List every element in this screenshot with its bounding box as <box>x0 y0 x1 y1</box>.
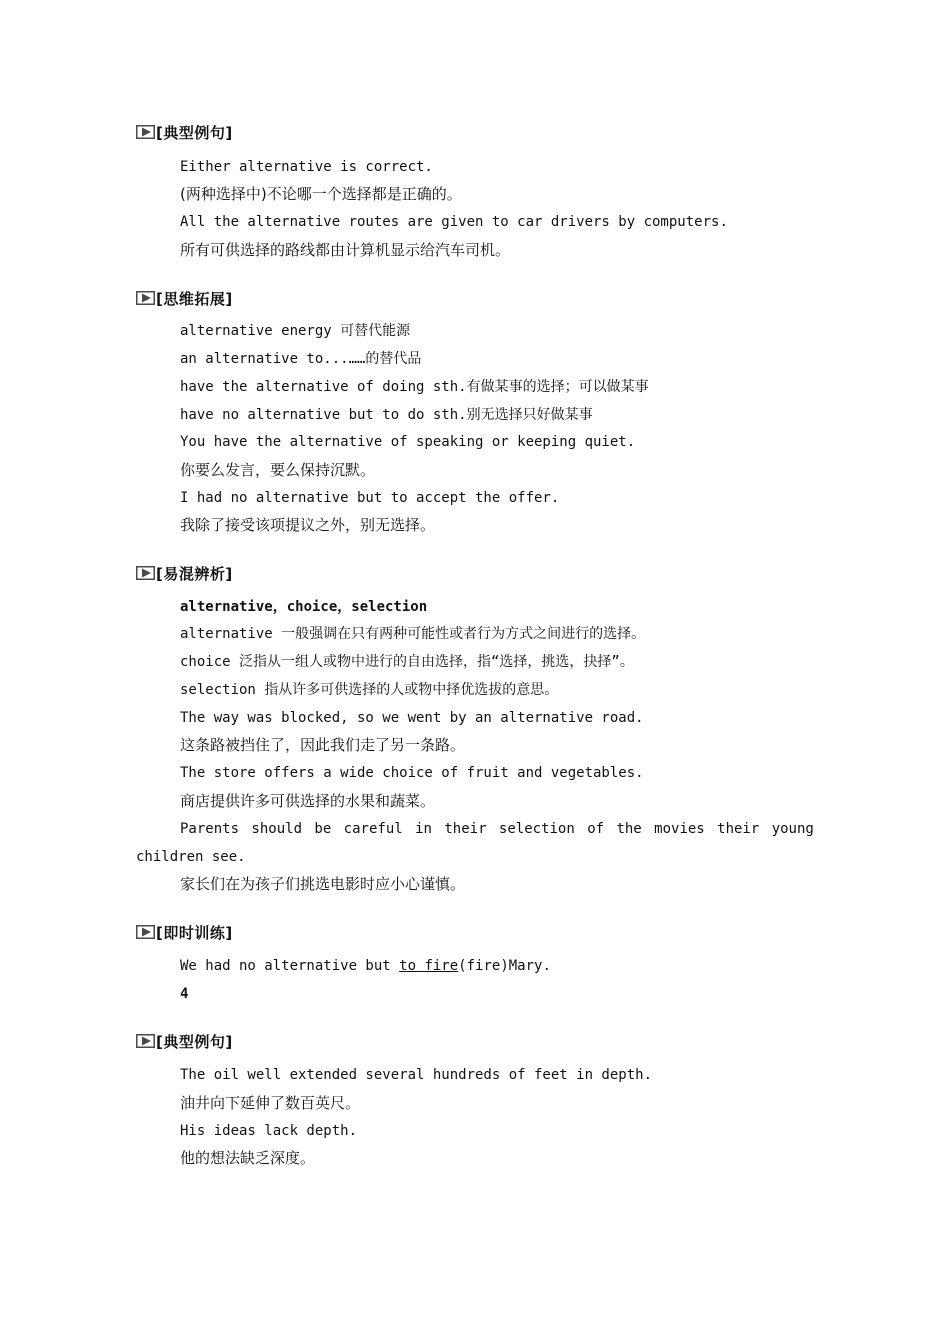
example-sentence: The way was blocked, so we went by an alternative road. <box>180 710 644 726</box>
section-heading <box>136 288 233 308</box>
exercise-sentence <box>180 956 551 976</box>
play-arrow-icon <box>136 125 155 139</box>
phrase-line: an alternative to...……的替代品 <box>180 351 422 367</box>
section-heading <box>136 1031 233 1051</box>
word: selection <box>498 821 575 837</box>
section-heading <box>136 563 233 583</box>
definition-line: alternative 一般强调在只有两种可能性或者行为方式之间进行的选择。 <box>180 626 646 642</box>
play-arrow-icon <box>136 566 155 580</box>
word: of <box>587 821 605 837</box>
example-translation: 商店提供许多可供选择的水果和蔬菜。 <box>180 792 436 810</box>
section-heading-text: [即时训练] <box>156 923 233 942</box>
section-heading-text: [典型例句] <box>156 123 233 142</box>
definition-line: choice 泛指从一组人或物中进行的自由选择，指“选择，挑选，抉择”。 <box>180 654 634 670</box>
phrase-line: alternative energy 可替代能源 <box>180 323 411 339</box>
section-heading-text: [思维拓展] <box>156 289 233 308</box>
example-sentence: His ideas lack depth. <box>180 1123 358 1139</box>
word: careful <box>343 821 403 837</box>
word: their <box>444 821 487 837</box>
word: should <box>251 821 302 837</box>
exercise-answer: to fire <box>399 958 459 974</box>
section-heading <box>136 122 233 142</box>
example-translation: 这条路被挡住了，因此我们走了另一条路。 <box>180 736 466 754</box>
example-sentence: Either alternative is correct. <box>180 159 433 175</box>
word: young <box>771 821 814 837</box>
example-sentence: You have the alternative of speaking or keeping quiet. <box>180 434 636 450</box>
example-translation: 家长们在为孩子们挑选电影时应小心谨慎。 <box>180 875 466 893</box>
section-heading-text: [典型例句] <box>156 1032 233 1051</box>
item-number: 4 <box>180 986 189 1002</box>
word: Parents <box>180 821 240 837</box>
play-arrow-icon <box>136 291 155 305</box>
play-arrow-icon <box>136 925 155 939</box>
example-sentence: The oil well extended several hundreds of feet in depth. <box>180 1067 653 1083</box>
example-translation: 我除了接受该项提议之外，别无选择。 <box>180 516 436 534</box>
section-heading <box>136 922 233 942</box>
example-translation: 你要么发言，要么保持沉默。 <box>180 461 376 479</box>
example-translation: 他的想法缺乏深度。 <box>180 1149 316 1167</box>
word: the <box>616 821 642 837</box>
definition-line: selection 指从许多可供选择的人或物中择优选拔的意思。 <box>180 682 559 698</box>
exercise-text-after: (fire)Mary. <box>458 958 551 974</box>
example-sentence-continuation: children see. <box>136 849 246 865</box>
word: movies <box>654 821 705 837</box>
word: in <box>415 821 432 837</box>
example-sentence-justified <box>180 819 814 839</box>
example-sentence: All the alternative routes are given to car drivers by computers. <box>180 214 728 230</box>
phrase-line: have no alternative but to do sth.别无选择只好做某事 <box>180 407 593 423</box>
example-translation: (两种选择中)不论哪一个选择都是正确的。 <box>180 185 462 203</box>
example-translation: 所有可供选择的路线都由计算机显示给汽车司机。 <box>180 241 511 259</box>
word: be <box>314 821 332 837</box>
comparison-title: alternative，choice，selection <box>180 599 428 615</box>
phrase-line: have the alternative of doing sth.有做某事的选择；可以做某事 <box>180 379 649 395</box>
play-arrow-icon <box>136 1034 155 1048</box>
section-heading-text: [易混辨析] <box>156 564 233 583</box>
word: their <box>717 821 760 837</box>
example-sentence: I had no alternative but to accept the offer. <box>180 490 560 506</box>
example-translation: 油井向下延伸了数百英尺。 <box>180 1094 361 1112</box>
example-sentence: The store offers a wide choice of fruit and vegetables. <box>180 765 644 781</box>
exercise-text-before: We had no alternative but <box>180 958 400 974</box>
